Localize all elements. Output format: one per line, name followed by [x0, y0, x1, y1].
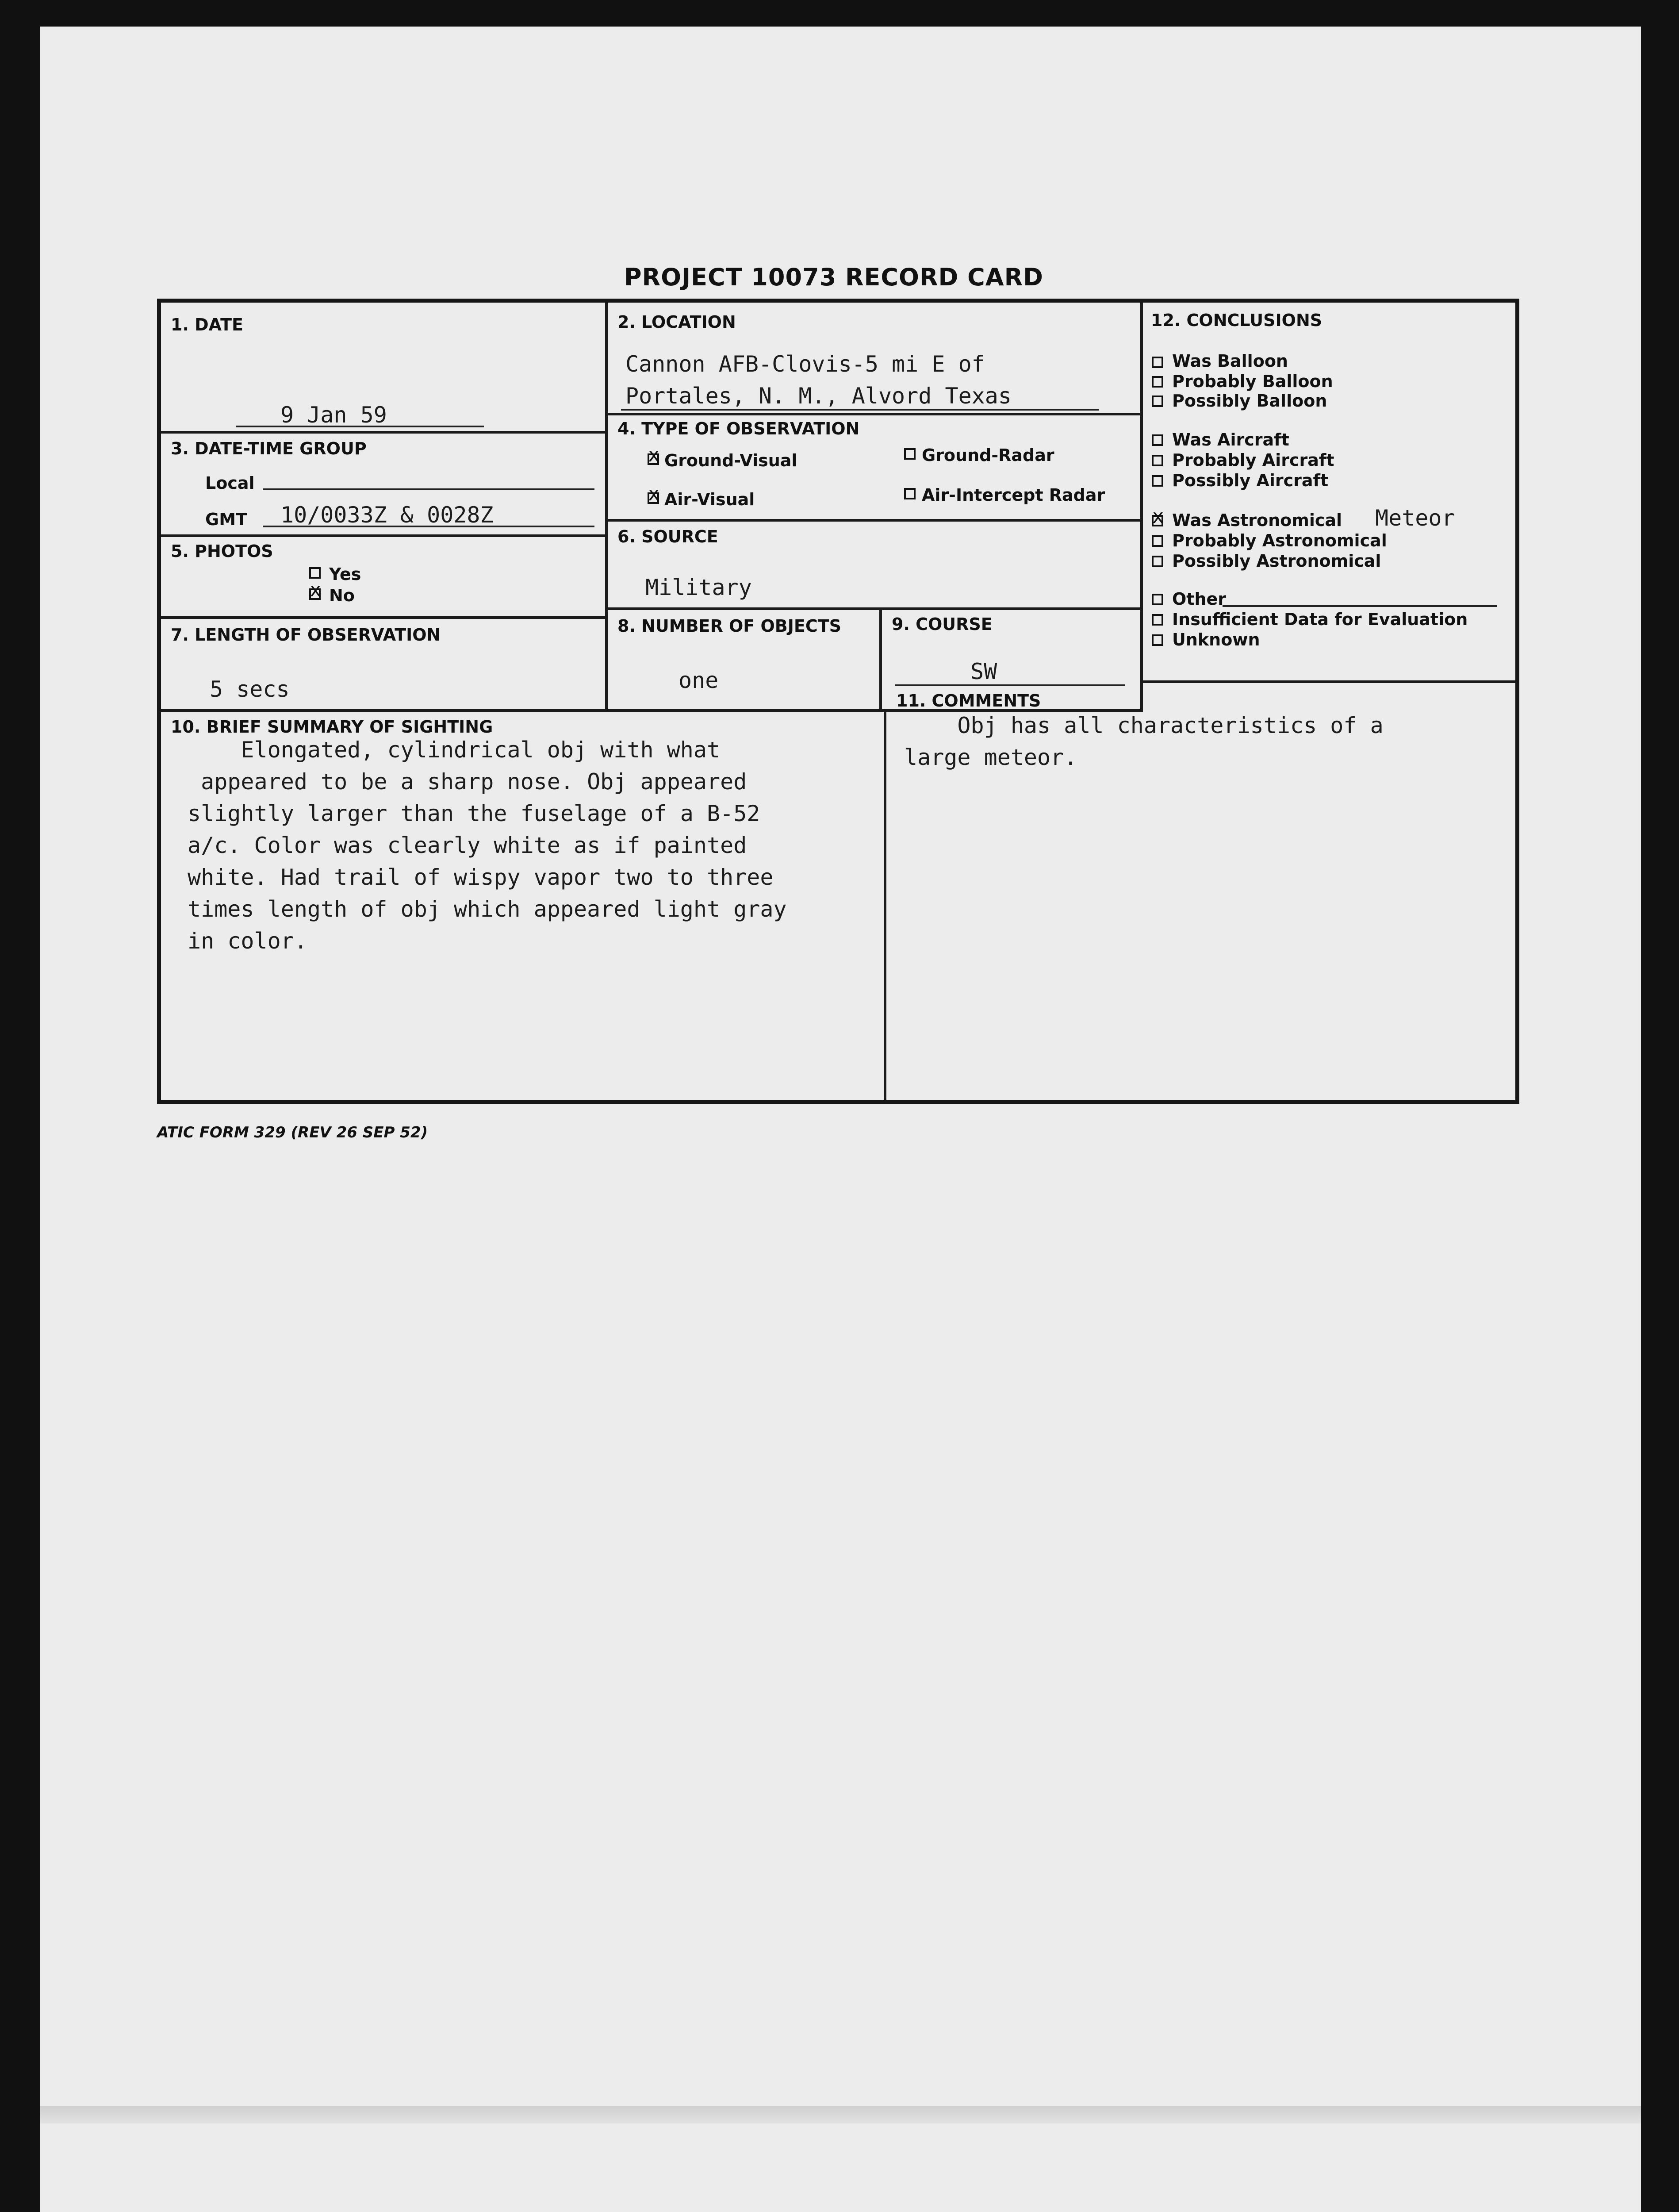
date-label: 1. DATE: [171, 315, 243, 334]
course-label: 9. COURSE: [892, 614, 993, 634]
length-label: 7. LENGTH OF OBSERVATION: [171, 625, 441, 645]
unknown-checkbox[interactable]: [1152, 634, 1163, 646]
was-aircraft-checkbox[interactable]: [1152, 434, 1163, 446]
air-intercept-checkbox[interactable]: [904, 488, 916, 499]
location-underline: [621, 409, 1099, 411]
summary-text: Elongated, cylindrical obj with what appeared to be a sharp nose. Obj appeared slightly larger than the fuselage of a B-52 a/c. Color was clearly white as if painted white. Had trail of wispy vapor two to three times length of obj which appeared light gray in color.: [188, 737, 787, 954]
conclusion-probably-balloon: Probably Balloon: [1172, 372, 1333, 391]
form-footer: ATIC FORM 329 (REV 26 SEP 52): [157, 1124, 428, 1141]
comments-text: Obj has all characteristics of a large meteor.: [904, 713, 1384, 770]
conclusions-label: 12. CONCLUSIONS: [1151, 311, 1322, 330]
record-card-grid: [157, 299, 1519, 1104]
card-title: PROJECT 10073 RECORD CARD: [624, 263, 1043, 291]
ground-visual-label: Ground-Visual: [664, 451, 797, 470]
gmt-underline: [263, 526, 594, 527]
was-balloon-checkbox[interactable]: [1152, 357, 1163, 368]
air-visual-label: Air-Visual: [664, 490, 755, 509]
photos-no-label: No: [329, 586, 355, 605]
conclusion-unknown: Unknown: [1172, 630, 1260, 649]
insufficient-data-checkbox[interactable]: [1152, 614, 1163, 626]
photos-cell: [161, 537, 608, 619]
probably-balloon-checkbox[interactable]: [1152, 376, 1163, 388]
probably-aircraft-checkbox[interactable]: [1152, 455, 1163, 466]
type-cell: [608, 415, 1143, 522]
date-cell: [161, 303, 608, 431]
conclusion-was-astronomical: Was Astronomical: [1172, 511, 1342, 530]
comments-cell: [886, 683, 1515, 1101]
conclusion-probably-aircraft: Probably Aircraft: [1172, 450, 1334, 470]
conclusion-other: Other: [1172, 589, 1227, 609]
air-intercept-label: Air-Intercept Radar: [922, 485, 1105, 505]
gmt-value: 10/0033Z & 0028Z: [280, 502, 494, 528]
source-label: 6. SOURCE: [617, 527, 718, 546]
astronomical-meteor-note: Meteor: [1375, 505, 1455, 531]
summary-cell: [161, 712, 886, 1101]
length-cell: [161, 619, 608, 712]
other-checkbox[interactable]: [1152, 594, 1163, 605]
air-visual-checkbox[interactable]: [648, 492, 659, 504]
number-label: 8. NUMBER OF OBJECTS: [617, 616, 842, 636]
local-label: Local: [205, 473, 255, 493]
comments-label: 11. COMMENTS: [896, 691, 1041, 710]
photos-yes-label: Yes: [329, 565, 361, 584]
conclusions-cell: [1143, 303, 1515, 683]
ground-visual-checkbox[interactable]: [648, 453, 659, 465]
gmt-label: GMT: [205, 510, 247, 529]
photos-yes-checkbox[interactable]: [309, 567, 321, 579]
conclusion-was-balloon: Was Balloon: [1172, 351, 1288, 371]
type-label: 4. TYPE OF OBSERVATION: [617, 419, 860, 438]
location-label: 2. LOCATION: [617, 312, 736, 332]
number-value: one: [678, 668, 719, 693]
was-astronomical-checkbox[interactable]: [1152, 515, 1163, 526]
possibly-astronomical-checkbox[interactable]: [1152, 556, 1163, 567]
page-edge-shadow: [40, 2106, 1641, 2124]
dtg-cell: [161, 434, 608, 537]
source-value: Military: [645, 575, 752, 600]
length-value: 5 secs: [210, 676, 290, 702]
other-underline: [1223, 605, 1497, 607]
conclusion-possibly-astronomical: Possibly Astronomical: [1172, 551, 1381, 571]
conclusion-was-aircraft: Was Aircraft: [1172, 430, 1289, 449]
location-cell: [608, 303, 1143, 415]
photos-no-checkbox[interactable]: [309, 588, 321, 600]
document-sheet: [40, 27, 1641, 2212]
possibly-aircraft-checkbox[interactable]: [1152, 475, 1163, 487]
source-cell: [608, 522, 1143, 610]
number-cell: [608, 610, 882, 712]
date-value: 9 Jan 59: [280, 402, 387, 428]
summary-label: 10. BRIEF SUMMARY OF SIGHTING: [171, 717, 493, 737]
possibly-balloon-checkbox[interactable]: [1152, 396, 1163, 407]
photos-label: 5. PHOTOS: [171, 541, 273, 561]
location-line-2: Portales, N. M., Alvord Texas: [625, 383, 1012, 409]
probably-astronomical-checkbox[interactable]: [1152, 535, 1163, 547]
date-underline: [236, 426, 484, 427]
conclusion-possibly-aircraft: Possibly Aircraft: [1172, 471, 1329, 490]
ground-radar-label: Ground-Radar: [922, 445, 1054, 465]
ground-radar-checkbox[interactable]: [904, 448, 916, 460]
local-underline: [263, 488, 594, 490]
conclusion-possibly-balloon: Possibly Balloon: [1172, 391, 1327, 411]
location-line-1: Cannon AFB-Clovis-5 mi E of: [625, 351, 985, 377]
conclusion-insufficient-data: Insufficient Data for Evaluation: [1172, 610, 1468, 629]
dtg-label: 3. DATE-TIME GROUP: [171, 439, 367, 458]
course-value: SW: [970, 659, 997, 684]
conclusion-probably-astronomical: Probably Astronomical: [1172, 531, 1387, 550]
